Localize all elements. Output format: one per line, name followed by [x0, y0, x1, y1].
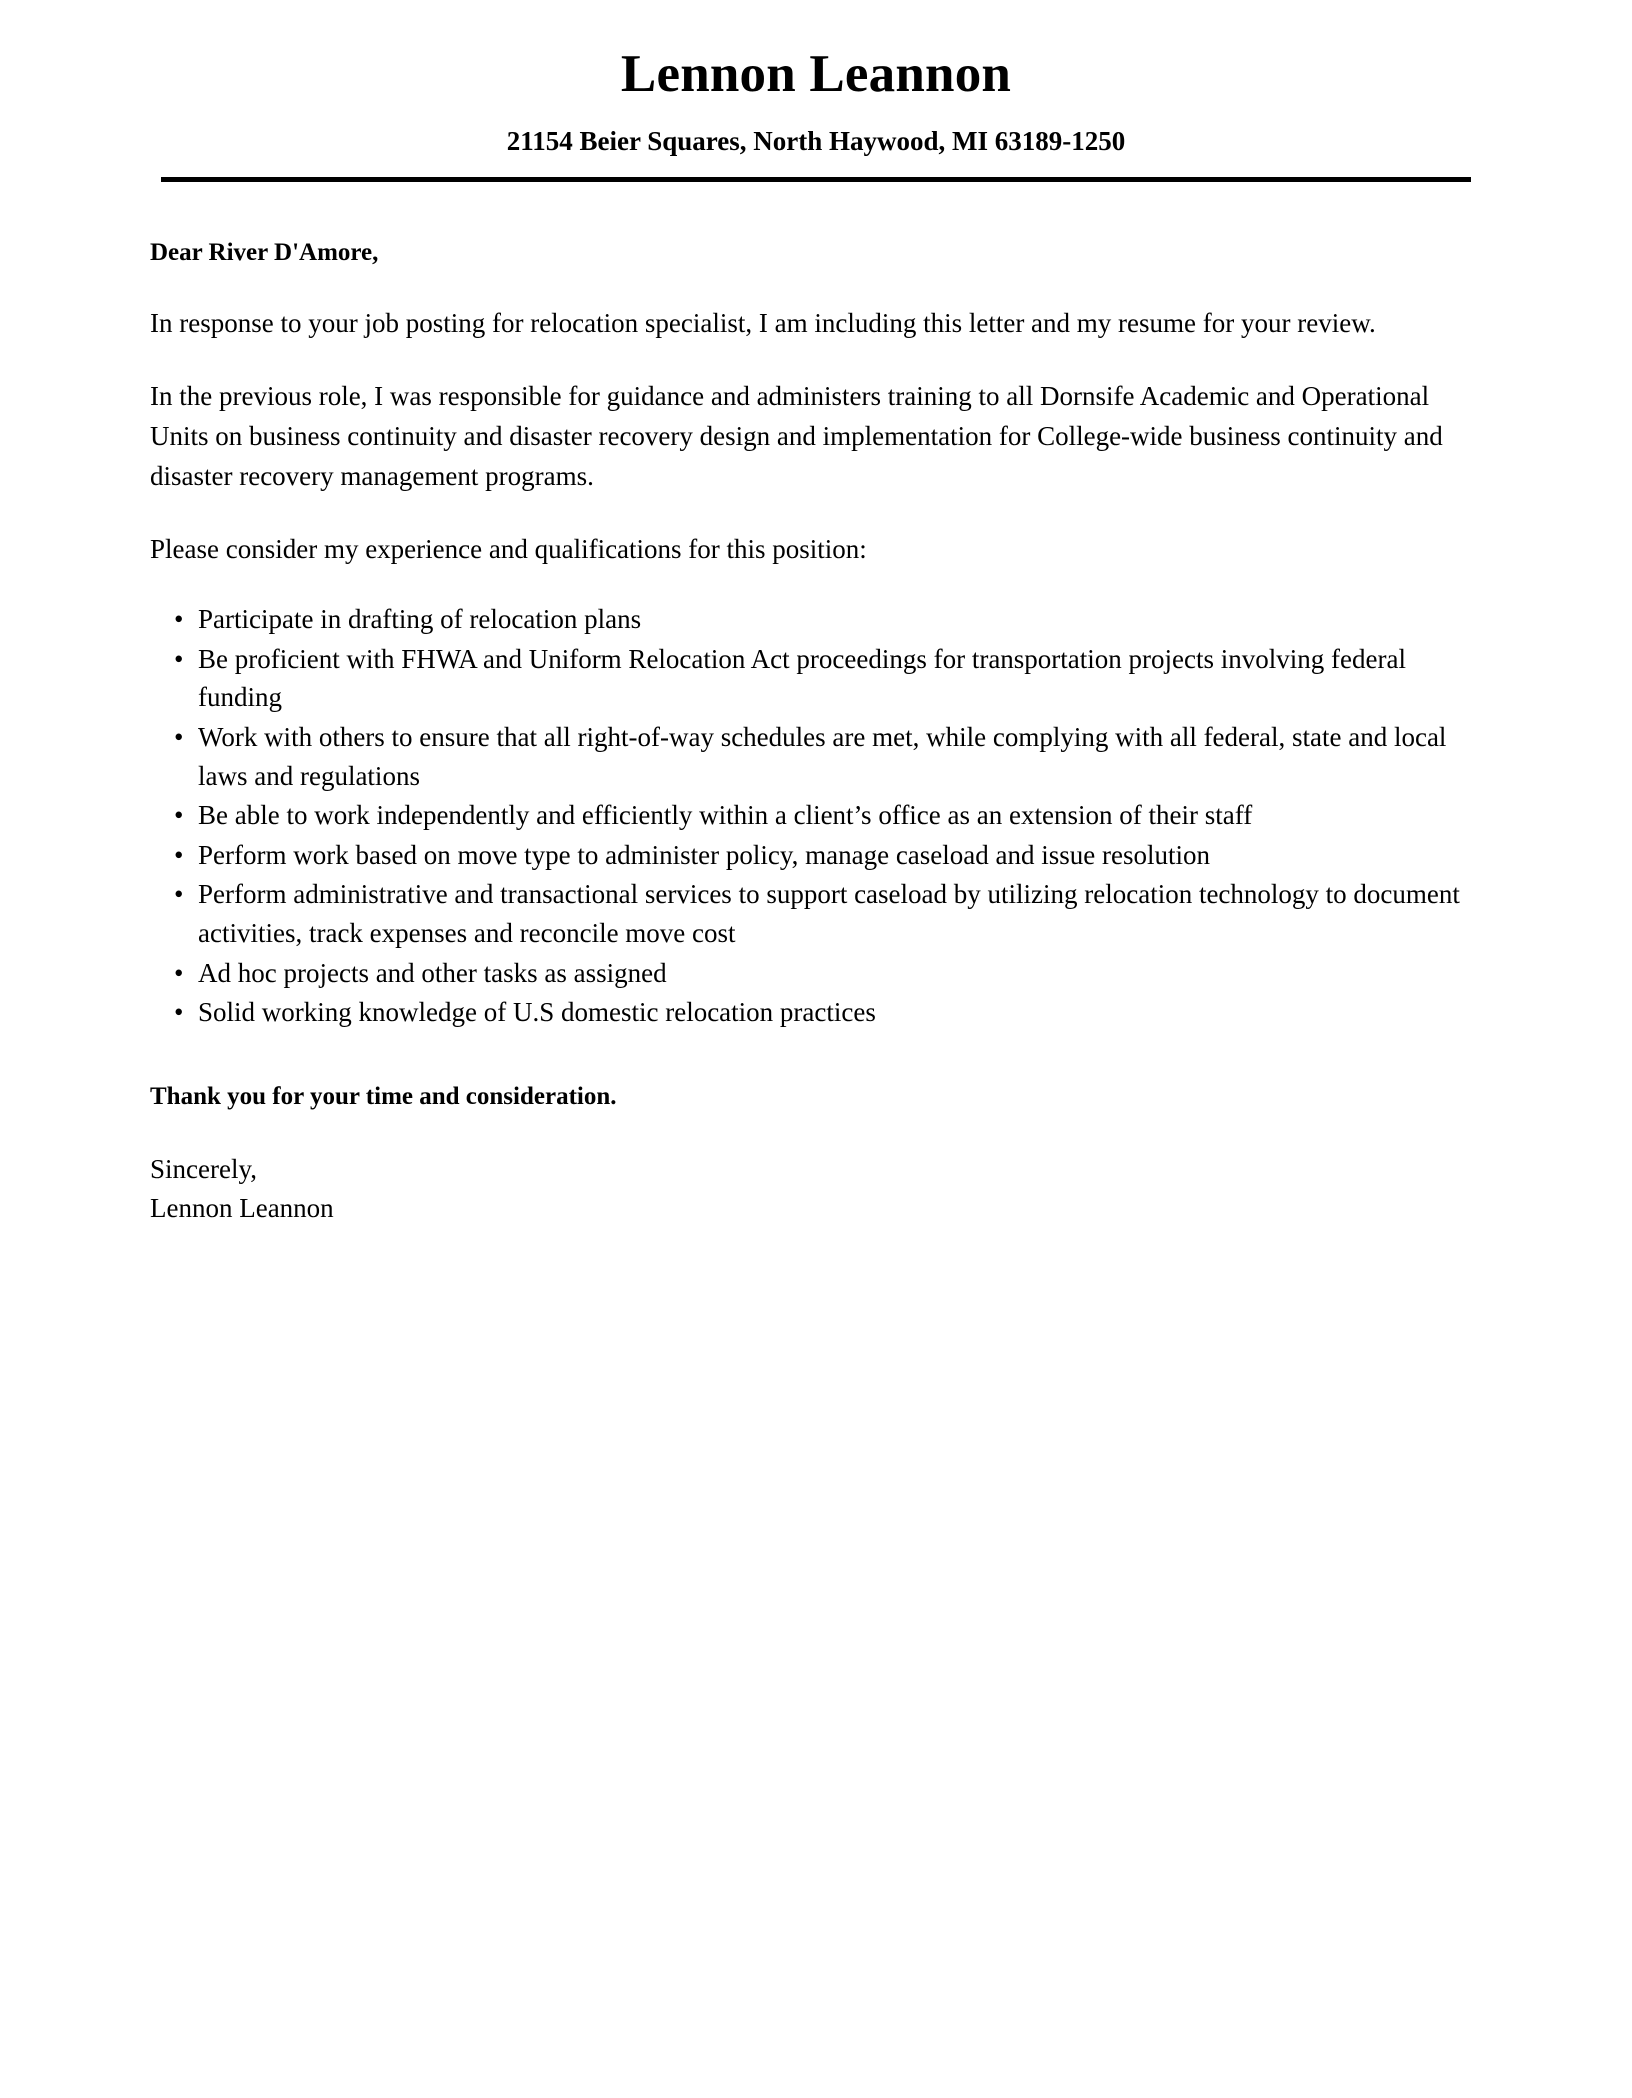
- list-item: • Ad hoc projects and other tasks as assigned: [150, 954, 1472, 993]
- salutation: Dear River D'Amore,: [150, 238, 379, 266]
- signoff-closing: Sincerely,: [150, 1153, 257, 1184]
- list-item: • Perform work based on move type to administer policy, manage caseload and issue resolution: [150, 836, 1472, 875]
- signoff-block: [150, 1150, 1472, 1229]
- address-line: 21154 Beier Squares, North Haywood, MI 63189-1250: [506, 126, 1126, 157]
- list-item: • Be able to work independently and efficiently within a client’s office as an extension of their staff: [150, 796, 1472, 835]
- list-item: • Work with others to ensure that all right-of-way schedules are met, while complying with all federal, state and local laws and regulations: [150, 718, 1472, 795]
- list-item: • Perform administrative and transactional services to support caseload by utilizing relocation technology to document activities, track expenses and reconcile move cost: [150, 875, 1472, 952]
- letterhead: [0, 0, 1632, 182]
- list-item: • Participate in drafting of relocation plans: [150, 600, 1472, 639]
- thank-you-line: Thank you for your time and consideration.: [150, 1082, 617, 1110]
- list-item: • Solid working knowledge of U.S domestic relocation practices: [150, 993, 1472, 1032]
- page-title: Lennon Leannon: [620, 45, 1012, 103]
- paragraph-experience: In the previous role, I was responsible for guidance and administers training to all Dornsife Academic and Operational Units on business continuity and disaster recovery design and implementation for College-wide business continuity and disaster recovery management programs.: [150, 381, 1443, 491]
- list-item: • Be proficient with FHWA and Uniform Relocation Act proceedings for transportation projects involving federal funding: [150, 640, 1472, 717]
- signoff-name: Lennon Leannon: [150, 1193, 334, 1224]
- paragraph-lead-in: Please consider my experience and qualifications for this position:: [150, 534, 867, 565]
- qualifications-list: [150, 600, 1472, 1032]
- header-divider: [161, 177, 1471, 182]
- letter-body: [0, 236, 1632, 1229]
- paragraph-intro: In response to your job posting for relocation specialist, I am including this letter and my resume for your review.: [150, 307, 1376, 338]
